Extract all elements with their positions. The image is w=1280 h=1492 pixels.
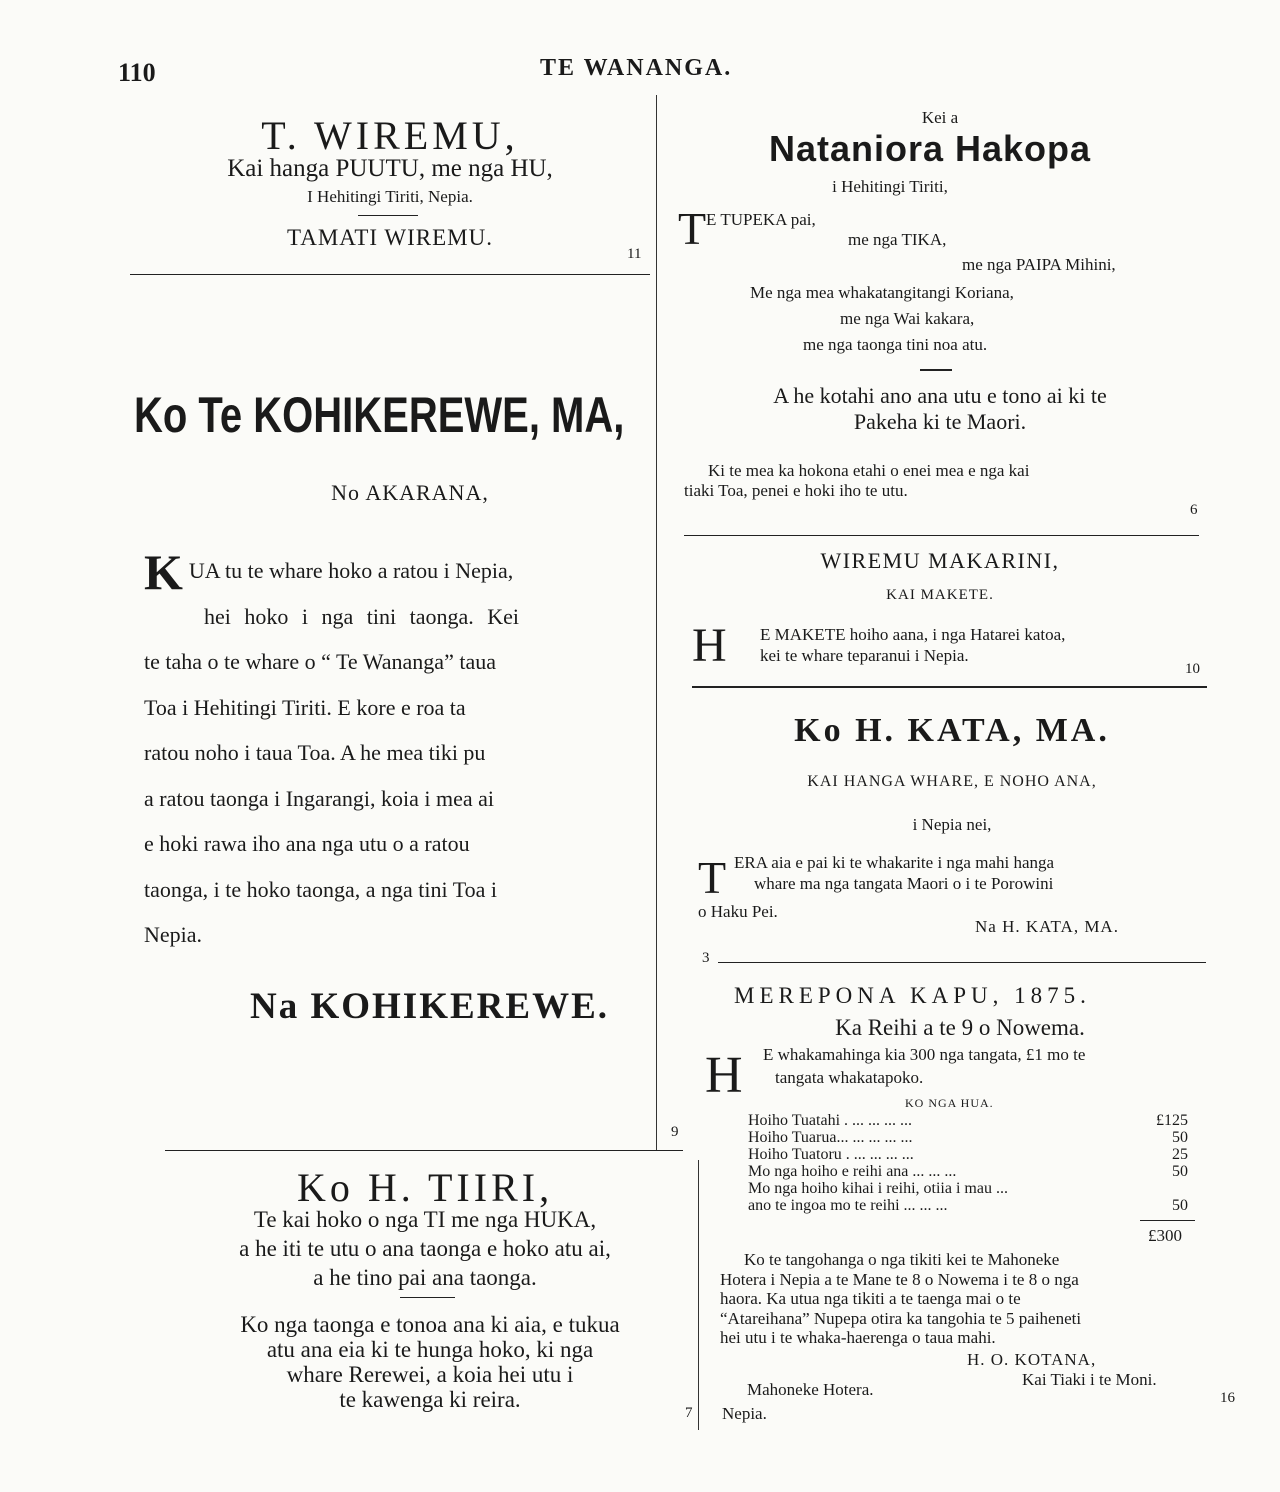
body-line: Te kai hoko o nga TI me nga HUKA, [253,1207,597,1232]
body-line: a he iti te utu o ana taonga e hoko atu ai, [239,1236,611,1261]
ad-signature: TAMATI WIREMU. [287,225,493,250]
ad-line: me nga TIKA, [848,230,947,249]
price-line: A he kotahi ano ana utu e tono ai ki te [773,383,1107,408]
dropcap: T [698,852,727,903]
ad-pre: Kei a [921,108,959,127]
prize-row [748,1163,1198,1180]
body-line: te kawenga ki reira. [339,1387,521,1412]
ad-line: tangata whakatapoko. [775,1068,924,1087]
prize-table [748,1112,1198,1214]
body-line: Toa i Hehitingi Tiriti. E kore e roa ta [144,694,466,720]
note-line: tiaki Toa, penei e hoki iho te utu. [684,481,908,500]
ad-number: 10 [1185,661,1200,677]
body-line: “Atareihana” Nupepa otira ka tangohia te 5 paiheneti [720,1308,1082,1328]
prize-value: 25 [1172,1146,1188,1163]
ad-number: 7 [685,1405,693,1421]
dropcap: H [705,1047,743,1104]
prize-label: Hoiho Tuatahi . ... ... ... ... [748,1112,913,1129]
body-line: atu ana eia ki te hunga hoko, ki nga [266,1337,594,1362]
dropcap: H [692,619,727,672]
ad-line: E whakamahinga kia 300 nga tangata, £1 mo te [763,1045,1086,1064]
dropcap: K [144,544,183,600]
divider [684,535,1199,536]
ad-number: 9 [671,1124,679,1140]
body-line: Hotera i Nepia a te Mane te 8 o Nowema i te 8 o nga [720,1269,1079,1289]
body-line: hei hoko i nga tini taonga. Kei [204,603,519,629]
ad-subtitle: Ka Reihi a te 9 o Nowema. [835,1015,1085,1040]
body-line: Ko nga taonga e tonoa ana ki aia, e tukua [240,1312,620,1337]
ad-price [680,383,1200,435]
ad-subtitle: KAI MAKETE. [886,587,994,603]
newspaper-title: TE WANANGA. [540,55,733,81]
prize-value: £125 [1156,1112,1188,1129]
ad-address: i Nepia nei, [912,815,992,834]
body-line: taonga, i te hoko taonga, a nga tini Toa i [144,876,498,902]
prize-row [748,1180,1198,1197]
body-line: hei utu i te whaka-haerenga o taua mahi. [720,1328,996,1347]
prize-label: Hoiho Tuatoru . ... ... ... ... [748,1146,914,1163]
ad-subtitle: No AKARANA, [331,480,489,505]
divider [1140,1220,1195,1221]
ad-title: Ko Te KOHIKEREWE, MA, [134,387,625,443]
ad-place: Nepia. [722,1404,767,1423]
body-line: whare Rerewei, a koia hei utu i [286,1362,574,1387]
body-line: Ko te tangohanga o nga tikiti kei te Mahoneke [744,1250,1060,1269]
ad-signature: Na KOHIKEREWE. [250,986,609,1027]
ad-line: Kai hanga PUUTU, me nga HU, [227,155,553,182]
body-line: ratou noho i taua Toa. A he mea tiki pu [144,740,486,765]
ad-line: E TUPEKA pai, [706,210,816,229]
prize-row [748,1129,1198,1146]
ad-body-2 [165,1312,695,1412]
ad-number: 6 [1190,502,1198,518]
ad-note [684,461,1204,501]
prize-value: 50 [1172,1129,1188,1146]
ad-signature: Na H. KATA, MA. [975,917,1119,936]
ad-number: 16 [1220,1390,1235,1406]
prize-row [748,1112,1198,1129]
ad-body [144,544,669,958]
prize-label: Mo nga hoiho kihai i reihi, otiia i mau ... [748,1180,1008,1197]
ad-title: WIREMU MAKARINI, [820,548,1060,573]
price-line: Pakeha ki te Maori. [853,409,1027,434]
ad-line: E MAKETE hoiho aana, i nga Hatarei katoa, [760,625,1066,644]
ad-body [165,1205,685,1292]
divider [692,686,1207,688]
ad-line: ERA aia e pai ki te whakarite i nga mahi hanga [734,853,1055,872]
prize-total: £300 [1148,1226,1182,1245]
divider [358,215,418,216]
prize-label: ano te ingoa mo te reihi ... ... ... [748,1197,948,1214]
body-line: a ratou taonga i Ingarangi, koia i mea ai [144,785,495,811]
divider [718,962,1206,963]
dropcap: T [678,203,707,254]
body-line: Nepia. [144,922,203,947]
body-line: UA tu te whare hoko a ratou i Nepia, [188,558,514,583]
ad-address: I Hehitingi Tiriti, Nepia. [307,187,473,206]
ad-line: me nga Wai kakara, [840,309,975,328]
ad-title: Ko H. TIIRI, [296,1165,554,1210]
divider [400,1297,455,1298]
ad-title: MEREPONA KAPU, 1875. [734,983,1091,1008]
column-divider-lower [698,1160,699,1430]
ad-line: o Haku Pei. [698,902,778,921]
ad-title: T. WIREMU, [261,113,519,158]
ad-number: 11 [627,246,642,262]
ad-body [720,1250,1245,1348]
page-number: 110 [118,58,156,87]
body-line: te taha o te whare o “ Te Wananga” taua [144,649,496,674]
ad-line: kei te whare teparanui i Nepia. [760,646,969,665]
ad-title: Nataniora Hakopa [768,128,1092,169]
ad-line: Me nga mea whakatangitangi Koriana, [750,283,1014,302]
body-line: haora. Ka utua nga tikiti a te taenga mai o te [720,1289,1021,1308]
ad-line: me nga PAIPA Mihini, [962,255,1116,274]
prize-label: Hoiho Tuarua... ... ... ... ... [748,1129,913,1146]
prize-row [748,1197,1198,1214]
divider [920,369,952,371]
prize-value: 50 [1172,1197,1188,1214]
ad-line: me nga taonga tini noa atu. [803,335,988,354]
ad-title: Ko H. KATA, MA. [794,712,1110,749]
ad-line: whare ma nga tangata Maori o i te Porowini [754,874,1054,893]
prize-value: 50 [1172,1163,1188,1180]
prize-label: Mo nga hoiho e reihi ana ... ... ... [748,1163,957,1180]
divider [165,1150,683,1151]
ad-number: 3 [702,950,710,966]
ad-address: i Hehitingi Tiriti, [832,177,948,196]
body-line: a he tino pai ana taonga. [313,1265,537,1290]
divider [130,274,650,275]
ad-signature-role: Kai Tiaki i te Moni. [1022,1370,1157,1389]
prizes-heading: KO NGA HUA. [905,1096,994,1110]
ad-place: Mahoneke Hotera. [747,1380,874,1399]
prize-value [1138,1180,1188,1197]
note-line: Ki te mea ka hokona etahi o enei mea e nga kai [708,461,1030,480]
body-line: e hoki rawa iho ana nga utu o a ratou [144,831,470,856]
prize-row [748,1146,1198,1163]
ad-subtitle: KAI HANGA WHARE, E NOHO ANA, [807,773,1097,790]
ad-signature-name: H. O. KOTANA, [967,1350,1097,1369]
